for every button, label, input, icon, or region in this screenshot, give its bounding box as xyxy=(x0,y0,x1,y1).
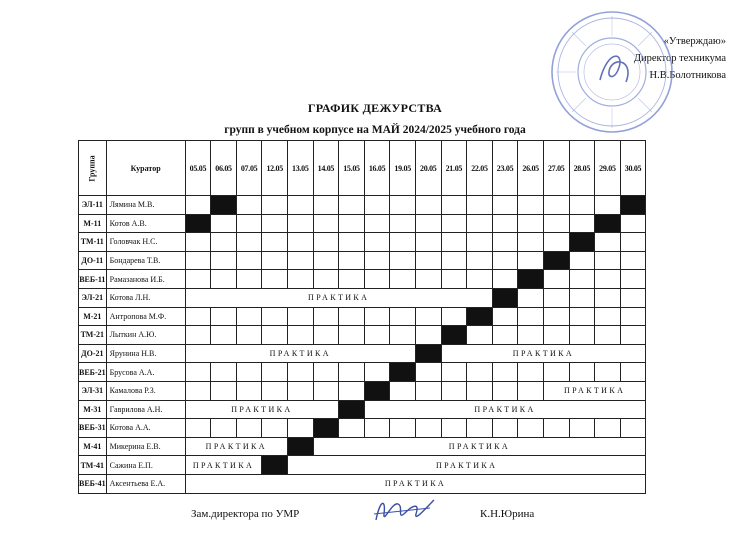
curator-name: Котова Л.Н. xyxy=(106,288,185,307)
table-row xyxy=(79,344,646,363)
empty-cell xyxy=(492,251,518,270)
empty-cell xyxy=(620,233,646,252)
empty-cell xyxy=(262,381,288,400)
empty-cell xyxy=(543,326,569,345)
empty-cell xyxy=(339,419,365,438)
empty-cell xyxy=(390,196,416,215)
empty-cell xyxy=(390,326,416,345)
curator-name: Головчак Н.С. xyxy=(106,233,185,252)
curator-name: Ярунина Н.В. xyxy=(106,344,185,363)
empty-cell xyxy=(569,419,595,438)
empty-cell xyxy=(288,381,314,400)
empty-cell xyxy=(364,214,390,233)
empty-cell xyxy=(185,196,211,215)
empty-cell xyxy=(211,307,237,326)
duty-cell xyxy=(620,196,646,215)
empty-cell xyxy=(236,419,262,438)
duty-cell xyxy=(518,270,544,289)
empty-cell xyxy=(262,419,288,438)
empty-cell xyxy=(518,196,544,215)
table-row xyxy=(79,233,646,252)
empty-cell xyxy=(492,307,518,326)
empty-cell xyxy=(543,419,569,438)
empty-cell xyxy=(441,419,467,438)
empty-cell xyxy=(467,196,493,215)
duty-cell xyxy=(262,456,288,475)
empty-cell xyxy=(262,326,288,345)
empty-cell xyxy=(236,381,262,400)
empty-cell xyxy=(620,270,646,289)
duty-cell xyxy=(492,288,518,307)
empty-cell xyxy=(236,214,262,233)
duty-cell xyxy=(543,251,569,270)
empty-cell xyxy=(569,251,595,270)
empty-cell xyxy=(339,196,365,215)
group-code: ВЕБ-31 xyxy=(79,419,107,438)
approval-line-1: «Утверждаю» xyxy=(663,36,726,47)
empty-cell xyxy=(288,214,314,233)
group-code: ЭЛ-21 xyxy=(79,288,107,307)
header-date: 27.05 xyxy=(543,141,569,196)
empty-cell xyxy=(441,270,467,289)
empty-cell xyxy=(185,419,211,438)
empty-cell xyxy=(211,326,237,345)
group-code: ЭЛ-11 xyxy=(79,196,107,215)
empty-cell xyxy=(569,307,595,326)
stamp-seal-icon xyxy=(548,8,676,136)
empty-cell xyxy=(390,381,416,400)
empty-cell xyxy=(390,251,416,270)
empty-cell xyxy=(236,270,262,289)
empty-cell xyxy=(415,251,441,270)
empty-cell xyxy=(467,233,493,252)
empty-cell xyxy=(595,307,621,326)
header-date: 28.05 xyxy=(569,141,595,196)
empty-cell xyxy=(262,251,288,270)
empty-cell xyxy=(441,214,467,233)
empty-cell xyxy=(543,233,569,252)
empty-cell xyxy=(492,214,518,233)
header-date: 12.05 xyxy=(262,141,288,196)
practice-span: ПРАКТИКА xyxy=(313,437,646,456)
empty-cell xyxy=(211,251,237,270)
empty-cell xyxy=(339,233,365,252)
practice-span: ПРАКТИКА xyxy=(441,344,646,363)
empty-cell xyxy=(441,233,467,252)
practice-span: ПРАКТИКА xyxy=(185,288,492,307)
empty-cell xyxy=(595,419,621,438)
group-code: М-21 xyxy=(79,307,107,326)
duty-cell xyxy=(569,233,595,252)
empty-cell xyxy=(415,381,441,400)
empty-cell xyxy=(236,251,262,270)
empty-cell xyxy=(518,363,544,382)
empty-cell xyxy=(543,288,569,307)
empty-cell xyxy=(390,270,416,289)
empty-cell xyxy=(595,270,621,289)
empty-cell xyxy=(441,196,467,215)
group-code: М-31 xyxy=(79,400,107,419)
empty-cell xyxy=(185,307,211,326)
table-header-row xyxy=(79,141,646,196)
empty-cell xyxy=(236,363,262,382)
curator-name: Гаврилова А.Н. xyxy=(106,400,185,419)
empty-cell xyxy=(364,251,390,270)
empty-cell xyxy=(288,363,314,382)
table-row xyxy=(79,326,646,345)
empty-cell xyxy=(313,214,339,233)
header-date: 07.05 xyxy=(236,141,262,196)
empty-cell xyxy=(236,196,262,215)
empty-cell xyxy=(492,270,518,289)
empty-cell xyxy=(492,381,518,400)
empty-cell xyxy=(518,307,544,326)
table-row xyxy=(79,474,646,493)
empty-cell xyxy=(595,363,621,382)
empty-cell xyxy=(313,233,339,252)
empty-cell xyxy=(313,196,339,215)
empty-cell xyxy=(288,233,314,252)
group-code: М-41 xyxy=(79,437,107,456)
empty-cell xyxy=(518,288,544,307)
empty-cell xyxy=(415,196,441,215)
empty-cell xyxy=(288,251,314,270)
empty-cell xyxy=(339,326,365,345)
empty-cell xyxy=(415,233,441,252)
curator-name: Лыткин А.Ю. xyxy=(106,326,185,345)
empty-cell xyxy=(339,251,365,270)
curator-name: Камалова Р.З. xyxy=(106,381,185,400)
empty-cell xyxy=(390,307,416,326)
empty-cell xyxy=(569,288,595,307)
empty-cell xyxy=(518,419,544,438)
practice-span: ПРАКТИКА xyxy=(185,344,415,363)
empty-cell xyxy=(569,363,595,382)
curator-name: Лямина М.В. xyxy=(106,196,185,215)
table-row xyxy=(79,288,646,307)
empty-cell xyxy=(569,270,595,289)
curator-name: Микерина Е.В. xyxy=(106,437,185,456)
empty-cell xyxy=(390,419,416,438)
empty-cell xyxy=(467,363,493,382)
duty-cell xyxy=(441,326,467,345)
empty-cell xyxy=(569,214,595,233)
empty-cell xyxy=(262,214,288,233)
header-date: 05.05 xyxy=(185,141,211,196)
empty-cell xyxy=(288,196,314,215)
group-code: ТМ-41 xyxy=(79,456,107,475)
empty-cell xyxy=(415,214,441,233)
duty-cell xyxy=(364,381,390,400)
duty-cell xyxy=(390,363,416,382)
empty-cell xyxy=(211,419,237,438)
empty-cell xyxy=(518,251,544,270)
empty-cell xyxy=(518,233,544,252)
empty-cell xyxy=(339,270,365,289)
empty-cell xyxy=(211,233,237,252)
empty-cell xyxy=(543,196,569,215)
empty-cell xyxy=(390,233,416,252)
empty-cell xyxy=(415,307,441,326)
footer-position: Зам.директора по УМР xyxy=(191,508,300,520)
empty-cell xyxy=(518,214,544,233)
header-date: 16.05 xyxy=(364,141,390,196)
document-subtitle: групп в учебном корпусе на МАЙ 2024/2025 учебного года xyxy=(224,124,526,136)
table-body xyxy=(79,196,646,494)
empty-cell xyxy=(492,233,518,252)
practice-span: ПРАКТИКА xyxy=(185,474,646,493)
empty-cell xyxy=(543,307,569,326)
duty-cell xyxy=(467,307,493,326)
empty-cell xyxy=(569,196,595,215)
table-row xyxy=(79,270,646,289)
empty-cell xyxy=(569,326,595,345)
curator-name: Бондарева Т.В. xyxy=(106,251,185,270)
group-code: ТМ-21 xyxy=(79,326,107,345)
empty-cell xyxy=(364,233,390,252)
curator-name: Брусова А.А. xyxy=(106,363,185,382)
empty-cell xyxy=(441,363,467,382)
empty-cell xyxy=(390,214,416,233)
empty-cell xyxy=(185,270,211,289)
table-row xyxy=(79,456,646,475)
empty-cell xyxy=(288,270,314,289)
empty-cell xyxy=(467,419,493,438)
group-code: ВЕБ-21 xyxy=(79,363,107,382)
table-row xyxy=(79,381,646,400)
duty-cell xyxy=(415,344,441,363)
practice-span: ПРАКТИКА xyxy=(543,381,645,400)
empty-cell xyxy=(595,288,621,307)
curator-name: Рамазанова И.Б. xyxy=(106,270,185,289)
practice-span: ПРАКТИКА xyxy=(288,456,646,475)
empty-cell xyxy=(467,214,493,233)
empty-cell xyxy=(236,307,262,326)
empty-cell xyxy=(620,326,646,345)
empty-cell xyxy=(595,196,621,215)
header-date: 13.05 xyxy=(288,141,314,196)
header-date: 14.05 xyxy=(313,141,339,196)
empty-cell xyxy=(518,381,544,400)
empty-cell xyxy=(262,363,288,382)
empty-cell xyxy=(595,326,621,345)
curator-name: Аксентьева Е.А. xyxy=(106,474,185,493)
practice-span: ПРАКТИКА xyxy=(185,456,262,475)
empty-cell xyxy=(620,214,646,233)
empty-cell xyxy=(288,419,314,438)
header-group xyxy=(79,141,107,196)
header-date: 22.05 xyxy=(467,141,493,196)
empty-cell xyxy=(364,307,390,326)
group-code: ЭЛ-31 xyxy=(79,381,107,400)
empty-cell xyxy=(313,270,339,289)
empty-cell xyxy=(492,196,518,215)
table-row xyxy=(79,251,646,270)
empty-cell xyxy=(543,214,569,233)
empty-cell xyxy=(620,419,646,438)
empty-cell xyxy=(185,381,211,400)
empty-cell xyxy=(262,196,288,215)
group-code: ДО-11 xyxy=(79,251,107,270)
table-row xyxy=(79,214,646,233)
empty-cell xyxy=(211,363,237,382)
practice-span: ПРАКТИКА xyxy=(185,437,287,456)
empty-cell xyxy=(492,326,518,345)
empty-cell xyxy=(339,307,365,326)
empty-cell xyxy=(415,270,441,289)
empty-cell xyxy=(441,251,467,270)
group-code: ДО-21 xyxy=(79,344,107,363)
curator-name: Котов А.В. xyxy=(106,214,185,233)
group-code: ВЕБ-41 xyxy=(79,474,107,493)
approval-line-2: Директор техникума xyxy=(633,53,726,64)
approval-line-3: Н.В.Болотникова xyxy=(649,70,726,81)
empty-cell xyxy=(211,381,237,400)
footer-name: К.Н.Юрина xyxy=(480,508,535,520)
header-date: 15.05 xyxy=(339,141,365,196)
duty-cell xyxy=(595,214,621,233)
empty-cell xyxy=(364,270,390,289)
empty-cell xyxy=(339,214,365,233)
empty-cell xyxy=(262,233,288,252)
header-group-label: Группа xyxy=(87,154,97,182)
empty-cell xyxy=(441,381,467,400)
empty-cell xyxy=(467,326,493,345)
empty-cell xyxy=(313,326,339,345)
empty-cell xyxy=(595,251,621,270)
table-row xyxy=(79,400,646,419)
empty-cell xyxy=(364,363,390,382)
empty-cell xyxy=(543,270,569,289)
table-row xyxy=(79,196,646,215)
table-row xyxy=(79,437,646,456)
empty-cell xyxy=(492,419,518,438)
empty-cell xyxy=(595,233,621,252)
header-date: 21.05 xyxy=(441,141,467,196)
empty-cell xyxy=(620,251,646,270)
empty-cell xyxy=(467,251,493,270)
header-date: 29.05 xyxy=(595,141,621,196)
empty-cell xyxy=(415,326,441,345)
empty-cell xyxy=(518,326,544,345)
header-date: 19.05 xyxy=(390,141,416,196)
empty-cell xyxy=(185,233,211,252)
curator-name: Котова А.А. xyxy=(106,419,185,438)
empty-cell xyxy=(467,381,493,400)
empty-cell xyxy=(313,381,339,400)
duty-cell xyxy=(339,400,365,419)
table-row xyxy=(79,307,646,326)
empty-cell xyxy=(415,363,441,382)
empty-cell xyxy=(620,288,646,307)
group-code: М-11 xyxy=(79,214,107,233)
empty-cell xyxy=(211,270,237,289)
empty-cell xyxy=(211,214,237,233)
empty-cell xyxy=(339,363,365,382)
empty-cell xyxy=(262,270,288,289)
empty-cell xyxy=(313,251,339,270)
header-curator: Куратор xyxy=(106,141,185,196)
curator-name: Сажина Е.П. xyxy=(106,456,185,475)
duty-cell xyxy=(288,437,314,456)
group-code: ТМ-11 xyxy=(79,233,107,252)
document-title: ГРАФИК ДЕЖУРСТВА xyxy=(307,101,443,115)
empty-cell xyxy=(185,326,211,345)
signature-icon xyxy=(370,494,440,528)
empty-cell xyxy=(620,307,646,326)
duty-schedule-table xyxy=(78,140,646,494)
empty-cell xyxy=(415,419,441,438)
table-row xyxy=(79,363,646,382)
practice-span: ПРАКТИКА xyxy=(185,400,339,419)
empty-cell xyxy=(313,363,339,382)
duty-cell xyxy=(313,419,339,438)
header-date: 20.05 xyxy=(415,141,441,196)
empty-cell xyxy=(185,363,211,382)
empty-cell xyxy=(236,326,262,345)
empty-cell xyxy=(262,307,288,326)
curator-name: Антропова М.Ф. xyxy=(106,307,185,326)
header-date: 30.05 xyxy=(620,141,646,196)
empty-cell xyxy=(185,251,211,270)
empty-cell xyxy=(288,307,314,326)
empty-cell xyxy=(236,233,262,252)
empty-cell xyxy=(620,363,646,382)
empty-cell xyxy=(339,381,365,400)
empty-cell xyxy=(364,326,390,345)
empty-cell xyxy=(543,363,569,382)
empty-cell xyxy=(467,270,493,289)
header-date: 23.05 xyxy=(492,141,518,196)
practice-span: ПРАКТИКА xyxy=(364,400,646,419)
empty-cell xyxy=(288,326,314,345)
table-row xyxy=(79,419,646,438)
empty-cell xyxy=(313,307,339,326)
empty-cell xyxy=(492,363,518,382)
duty-cell xyxy=(211,196,237,215)
empty-cell xyxy=(364,196,390,215)
group-code: ВЕБ-11 xyxy=(79,270,107,289)
header-date: 06.05 xyxy=(211,141,237,196)
empty-cell xyxy=(441,307,467,326)
duty-cell xyxy=(185,214,211,233)
empty-cell xyxy=(364,419,390,438)
header-date: 26.05 xyxy=(518,141,544,196)
